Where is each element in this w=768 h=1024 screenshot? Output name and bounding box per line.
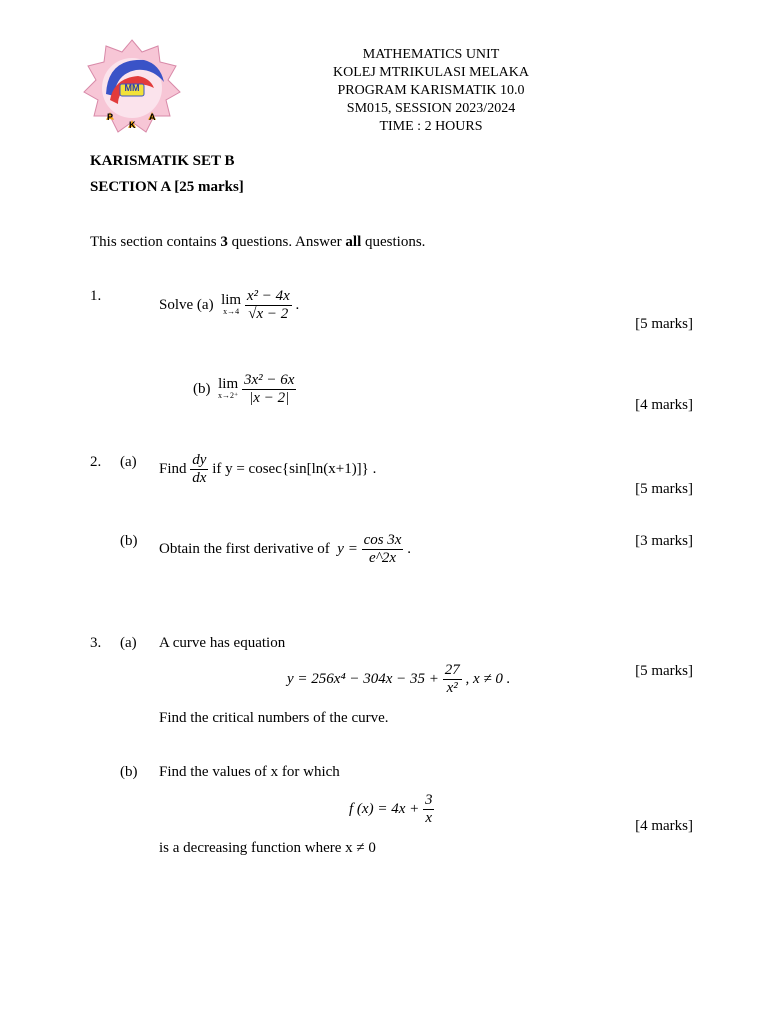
q1-part-a: Solve (a) lim x→4 $\frac{\text{x² − 4x}}{√x - 2}$ . (159, 288, 300, 322)
section-title: SECTION A [25 marks] (90, 179, 244, 195)
q3b-label: (b) (120, 764, 138, 780)
q2b-marks: [3 marks] (635, 533, 693, 549)
q3a-marks: [5 marks] (635, 663, 693, 679)
q1-number: 1. (90, 288, 102, 304)
q1-part-b: (b) lim x→2⁺ $\frac{\text{3x² − 6x}}{|x - 2|}$ (193, 372, 295, 406)
header-line-college: KOLEJ MTRIKULASI MELAKA (333, 65, 529, 80)
q2a-label: (a) (120, 454, 137, 470)
q1b-fraction: $\frac{\text{3x² − 6x}}{|x - 2|}$ (243, 372, 295, 406)
q3a-after: Find the critical numbers of the curve. (159, 710, 389, 726)
q3b-after: is a decreasing function where x ≠ 0 (159, 840, 376, 856)
q2-number: 2. (90, 454, 102, 470)
set-title: KARISMATIK SET B (90, 153, 235, 169)
logo-letter-p: P (107, 112, 114, 122)
logo-mm-text: MM (124, 83, 140, 93)
q2-part-a: Find $\frac{dy}{dx}$ if y = cosec{sin[ln(x+1)]} . (159, 452, 377, 486)
q3b-marks: [4 marks] (635, 818, 693, 834)
q2a-marks: [5 marks] (635, 481, 693, 497)
header-line-session: SM015, SESSION 2023/2024 (346, 101, 516, 116)
q2b-fraction: $\frac{\cos 3x}{e\^{}2x}$ (363, 532, 402, 566)
q3a-text: A curve has equation (159, 635, 286, 651)
q3-number: 3. (90, 635, 102, 651)
instructions: This section contains 3 questions. Answer all questions. (90, 234, 426, 250)
exam-header (300, 46, 562, 136)
header-line-time: TIME : 2 HOURS (379, 119, 483, 134)
logo-letter-a: A (149, 112, 156, 122)
logo-letter-k: K (129, 120, 136, 130)
q1a-marks: [5 marks] (635, 316, 693, 332)
q1a-fraction: $\frac{\text{x² − 4x}}{√x - 2}$ (246, 288, 290, 322)
q2a-derivative: $\frac{dy}{dx}$ (192, 452, 207, 486)
header-line-unit: MATHEMATICS UNIT (362, 47, 500, 62)
college-logo (80, 38, 184, 138)
q3a-equation: y = 256x⁴ − 304x − 35 + $\frac{27}{\text{x²}}$ , x ≠ 0 . (287, 662, 511, 696)
q3a-label: (a) (120, 635, 137, 651)
q2-part-b: Obtain the first derivative of y = $\frac{\cos 3x}{e\^{}2x}$ . (159, 532, 411, 566)
header-line-program: PROGRAM KARISMATIK 10.0 (337, 83, 525, 98)
q2b-label: (b) (120, 533, 138, 549)
q3b-text: Find the values of x for which (159, 764, 340, 780)
q1b-marks: [4 marks] (635, 397, 693, 413)
q3b-equation: f (x) = 4x + $\frac{3}{x}$ (349, 792, 433, 826)
